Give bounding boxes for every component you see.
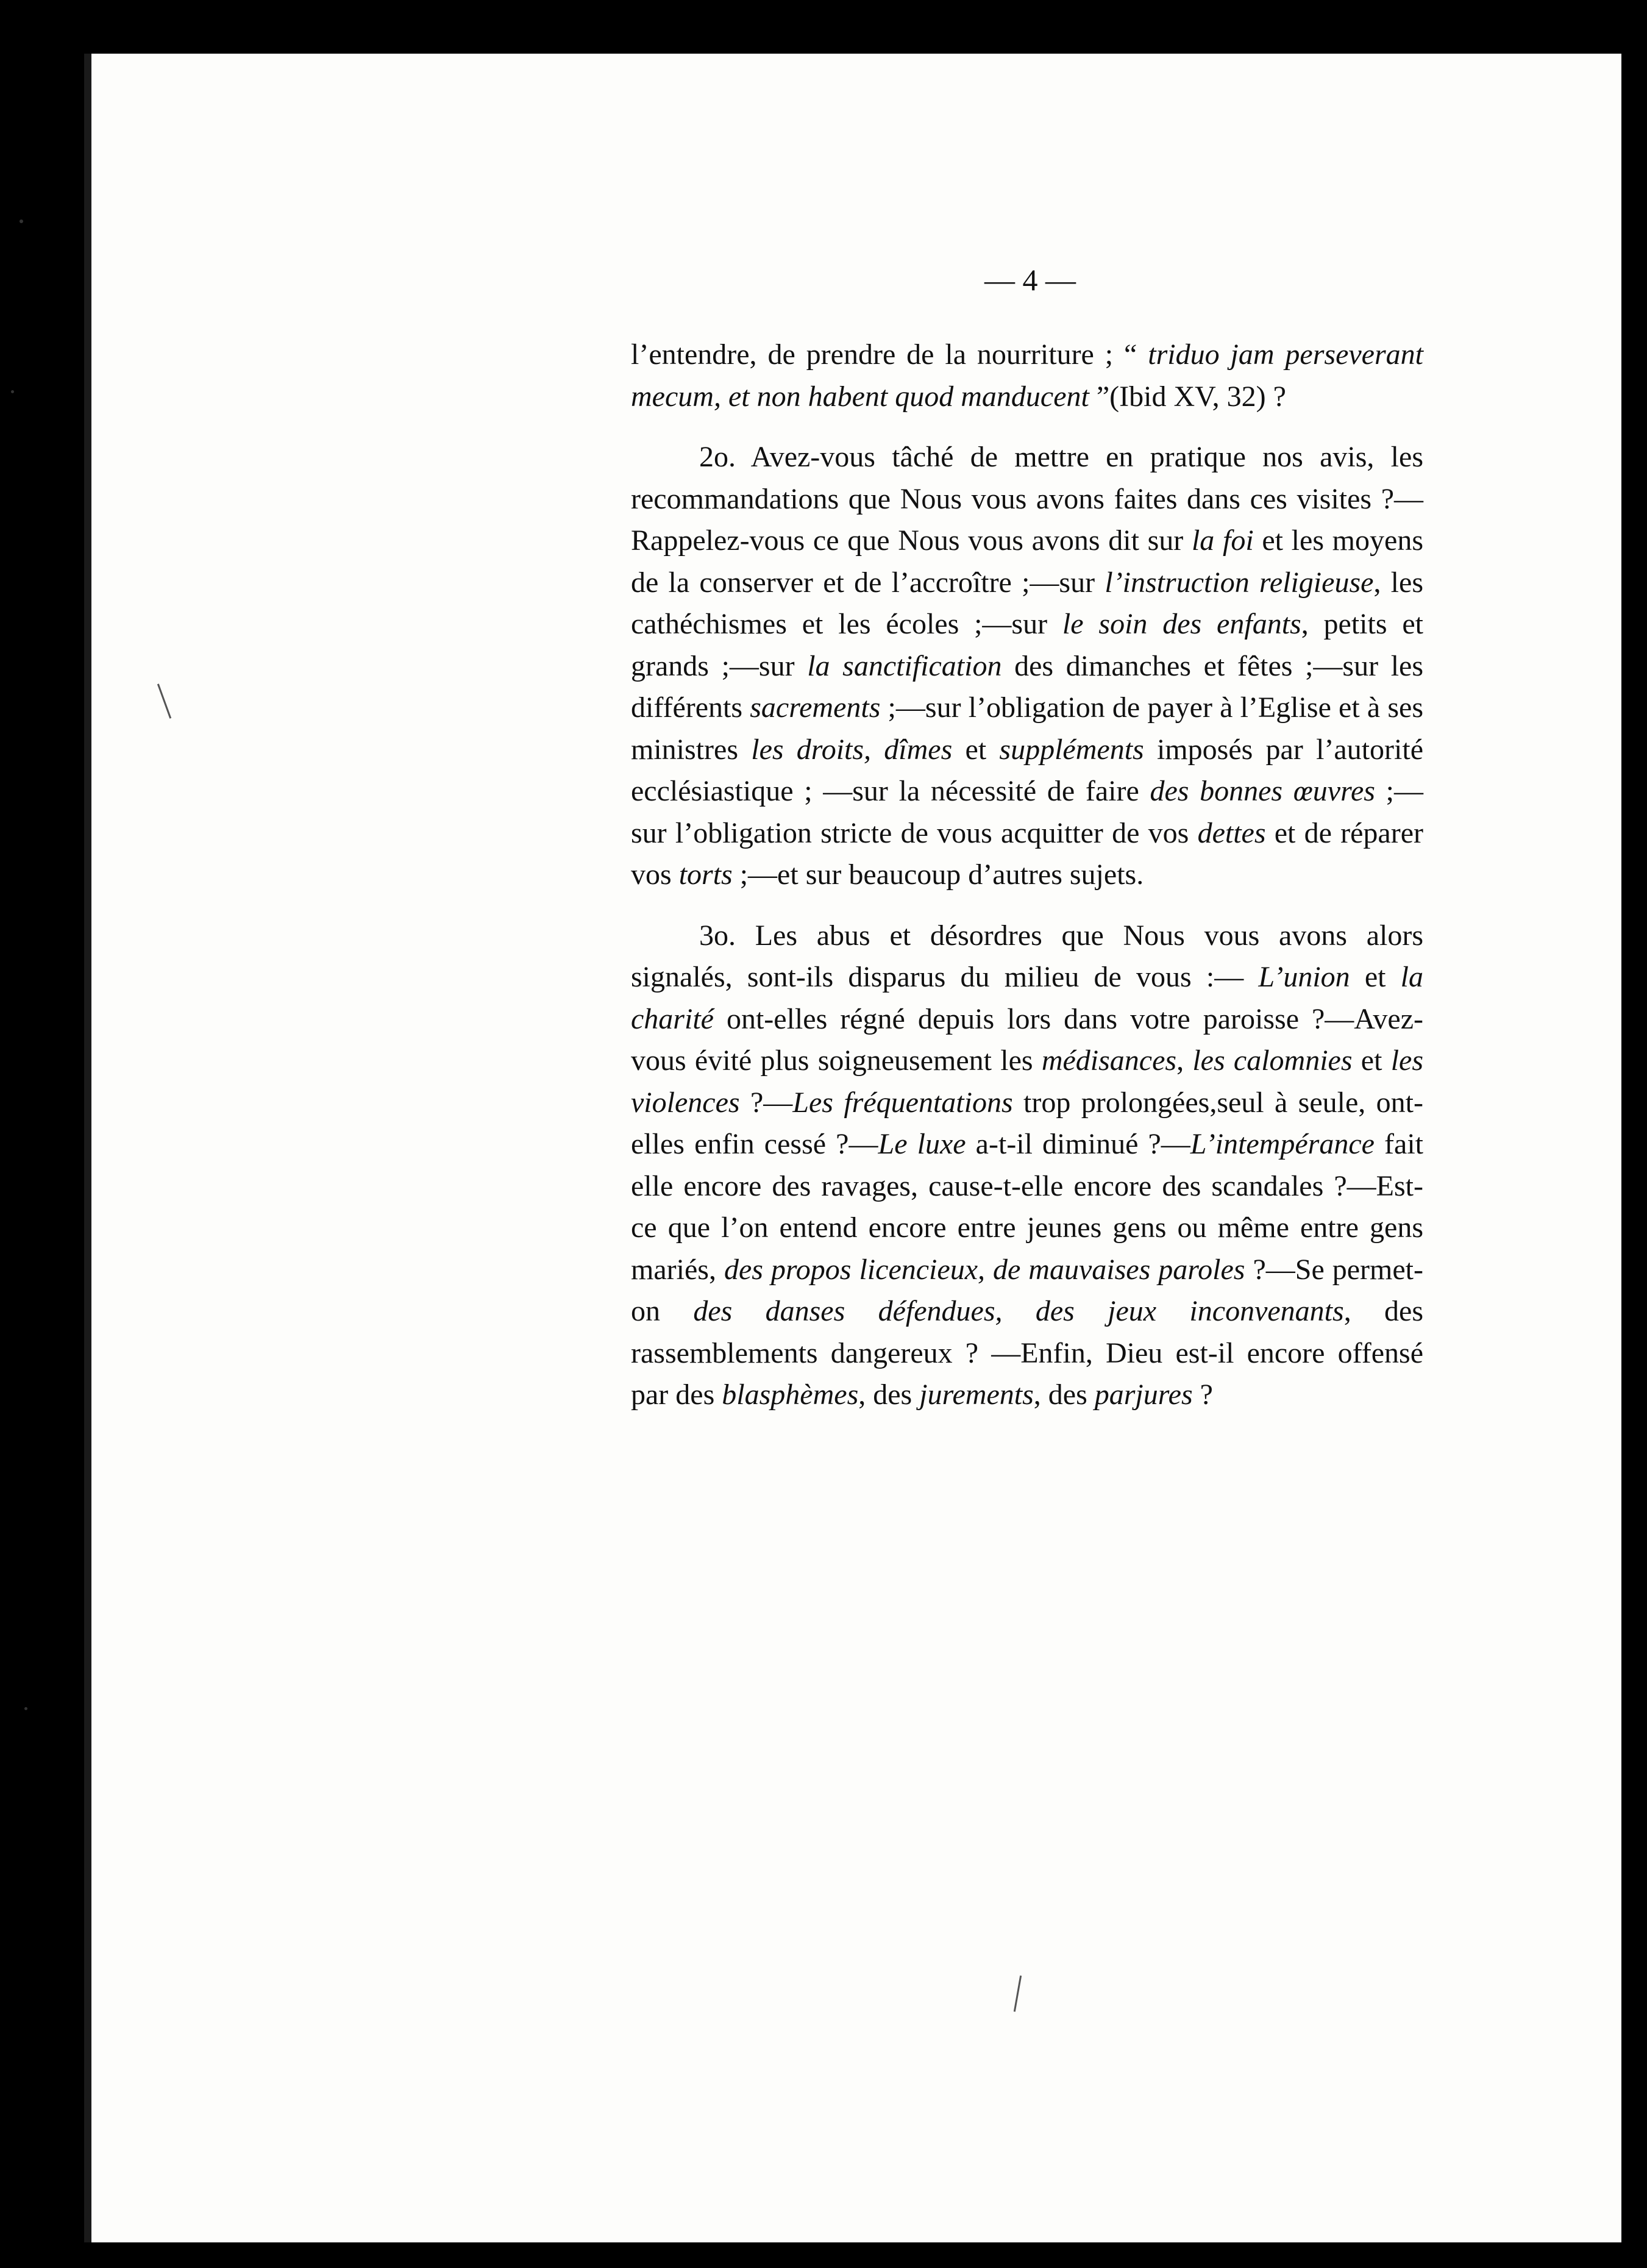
italic-text: L’union: [1258, 961, 1350, 993]
italic-text: des danses défendues, des jeux inconvenants: [693, 1295, 1344, 1327]
body-text: [631, 334, 1423, 1416]
italic-text: médisances: [1041, 1044, 1177, 1077]
text-run: et: [1350, 961, 1401, 993]
italic-text: Le luxe: [878, 1128, 966, 1160]
italic-text: suppléments: [999, 733, 1144, 766]
italic-text: blasphèmes: [722, 1378, 859, 1411]
text-run: imposés par l’autorité ecclésiastique ; —sur la nécessité de faire: [631, 733, 1423, 807]
italic-text: parjures: [1094, 1378, 1193, 1411]
italic-text: la sanctification: [807, 649, 1002, 682]
scan-speck: [24, 1707, 27, 1710]
text-run: et de réparer vos: [631, 816, 1424, 891]
italic-text: sacrements: [750, 691, 881, 724]
text-run: ?—Se permet-on: [631, 1253, 1423, 1327]
italic-text: la foi: [1191, 524, 1254, 557]
text-run: , des: [1033, 1378, 1095, 1411]
italic-text: les violences: [631, 1044, 1424, 1119]
paragraph-continuation: [631, 334, 1423, 418]
italic-text: jurements: [919, 1378, 1034, 1411]
italic-text: la charité: [631, 961, 1424, 1035]
text-run: ;—sur l’obligation stricte de vous acquitter de vos: [631, 775, 1424, 849]
paragraph-item-2: [631, 437, 1423, 896]
text-run: ”(Ibid XV, 32) ?: [1089, 380, 1286, 413]
italic-text: l’instruction religieuse: [1105, 566, 1374, 599]
italic-text: L’intempérance: [1190, 1128, 1375, 1160]
text-run: l’entendre, de prendre de la nourriture ; “: [631, 338, 1148, 371]
page-number: — 4 —: [984, 263, 1076, 297]
italic-text: des propos licencieux, de mauvaises paroles: [724, 1253, 1245, 1286]
text-run: et: [1352, 1044, 1391, 1077]
text-run: fait elle encore des ravages, cause-t-elle encore des scandales ?—Est-ce que l’on entend encore entre jeunes gens ou même entre gens mariés,: [631, 1128, 1424, 1286]
text-run: et: [952, 733, 1000, 766]
italic-text: les droits, dîmes: [751, 733, 953, 766]
text-run: ?: [1192, 1378, 1213, 1411]
italic-text: torts: [678, 858, 733, 891]
italic-text: Les fréquentations: [792, 1086, 1013, 1119]
italic-text: des bonnes œuvres: [1150, 775, 1375, 807]
italic-text: le soin des enfants: [1062, 608, 1301, 640]
text-run: ?—: [739, 1086, 793, 1119]
text-run: , des rassemblements dangereux ? —Enfin, Dieu est-il encore offensé par des: [631, 1295, 1424, 1411]
text-run: ;—et sur beaucoup d’autres sujets.: [732, 858, 1144, 891]
text-run: ont-elles régné depuis lors dans votre paroisse ?—Avez-vous évité plus soigneusement les: [631, 1002, 1423, 1077]
paragraph-item-3: [631, 915, 1423, 1416]
text-run: ;—sur l’obligation de payer à l’Eglise et à ses ministres: [631, 691, 1424, 766]
italic-text: les calomnies: [1192, 1044, 1353, 1077]
text-run: , les cathéchismes et les écoles ;—sur: [631, 566, 1424, 640]
text-run: trop prolongées,seul à seule, ont-elles enfin cessé ?—: [631, 1086, 1424, 1160]
text-run: a-t-il diminué ?—: [966, 1128, 1190, 1160]
text-run: ,: [1176, 1044, 1193, 1077]
text-run: 2o. Avez-vous tâché de mettre en pratique nos avis, les recommandations que Nous vous avons faites dans ces visites ?—Rappelez-vous ce que Nous vous avons dit sur: [631, 441, 1423, 557]
scan-speck: [20, 219, 23, 223]
text-run: 3o. Les abus et désordres que Nous vous avons alors signalés, sont-ils disparus du milieu de vous :—: [631, 919, 1423, 993]
text-run: , des: [858, 1378, 920, 1411]
italic-text: dettes: [1197, 816, 1266, 849]
italic-text: triduo jam perseverant mecum, et non habent quod manducent: [631, 338, 1423, 413]
scan-speck: [11, 390, 14, 393]
text-run: des dimanches et fêtes ;—sur les différents: [631, 649, 1424, 724]
text-run: et les moyens de la conserver et de l’accroître ;—sur: [631, 524, 1424, 599]
text-run: , petits et grands ;—sur: [631, 608, 1423, 682]
